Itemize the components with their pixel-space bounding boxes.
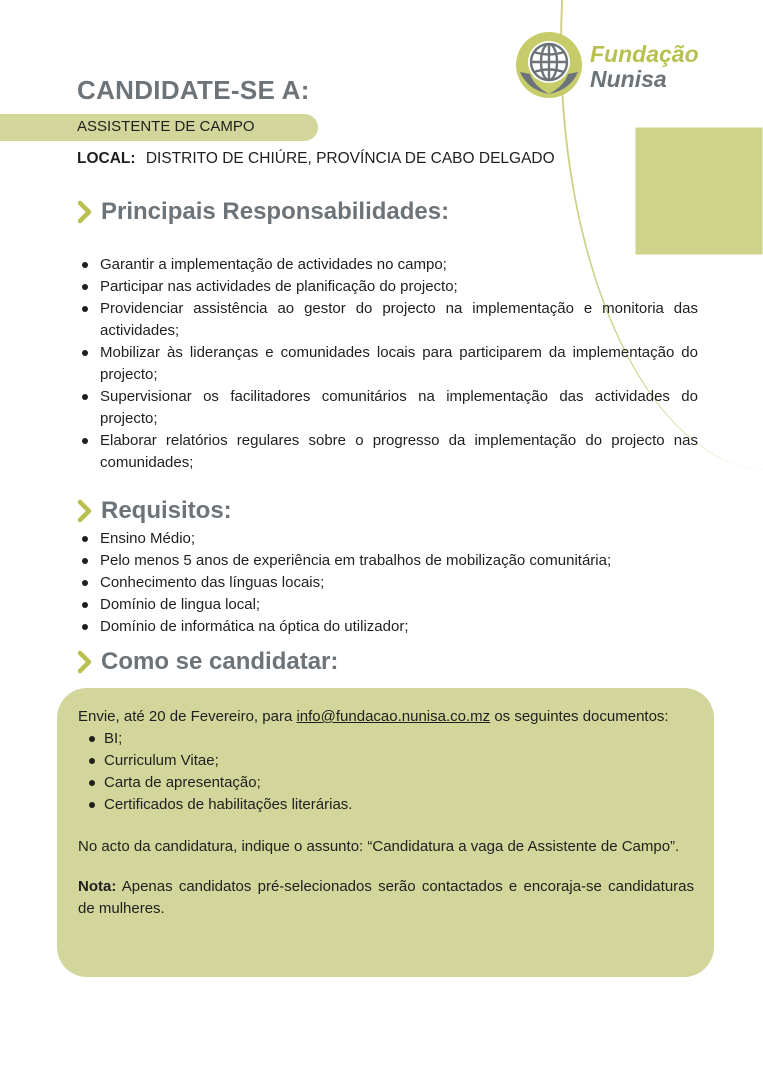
- nota-label: Nota:: [78, 878, 117, 895]
- chevron-right-icon: [77, 650, 93, 674]
- position-title: ASSISTENTE DE CAMPO: [77, 118, 255, 135]
- subject-note: No acto da candidatura, indique o assunto: “Candidatura a vaga de Assistente de Campo”.: [78, 838, 680, 855]
- list-item: Conhecimento das línguas locais;: [77, 572, 698, 594]
- apply-heading: [77, 648, 338, 676]
- globe-in-hands-icon: [512, 30, 586, 104]
- foundation-logo: [512, 30, 699, 104]
- apply-intro-before: Envie, até 20 de Fevereiro, para: [78, 708, 297, 725]
- list-item: Mobilizar às lideranças e comunidades locais para participarem da implementação do projecto;: [77, 342, 698, 386]
- list-item: Elaborar relatórios regulares sobre o progresso da implementação do projecto nas comunidades;: [77, 430, 698, 474]
- documents-list: [78, 728, 694, 816]
- apply-intro: [78, 706, 694, 728]
- list-item: Garantir a implementação de actividades no campo;: [77, 254, 698, 276]
- responsibilities-heading-text: Principais Responsabilidades:: [101, 198, 450, 225]
- chevron-right-icon: [77, 499, 93, 523]
- chevron-right-icon: [77, 200, 93, 224]
- list-item: Providenciar assistência ao gestor do projecto na implementação e monitoria das actividades;: [77, 298, 698, 342]
- responsibilities-heading: [77, 198, 449, 226]
- logo-name-line1: Fundação: [590, 41, 699, 67]
- apply-instructions: [78, 706, 694, 920]
- list-item: Domínio de lingua local;: [77, 594, 698, 616]
- location-label: LOCAL:: [77, 150, 136, 167]
- apply-heading-text: Como se candidatar:: [101, 648, 339, 675]
- location-line: [77, 150, 555, 168]
- list-item: Supervisionar os facilitadores comunitários na implementação das actividades do projecto;: [77, 386, 698, 430]
- list-item: Domínio de informática na óptica do utilizador;: [77, 616, 698, 638]
- logo-name-line2: Nunisa: [590, 66, 667, 92]
- list-item: Curriculum Vitae;: [86, 750, 694, 772]
- location-value: DISTRITO DE CHIÚRE, PROVÍNCIA DE CABO DELGADO: [145, 150, 555, 167]
- list-item: Participar nas actividades de planificação do projecto;: [77, 276, 698, 298]
- requirements-heading: [77, 497, 232, 525]
- requirements-list: [77, 528, 698, 638]
- responsibilities-list: [77, 254, 698, 474]
- nota-text: Apenas candidatos pré-selecionados serão contactados e encoraja-se candidaturas de mulheres.: [78, 878, 694, 917]
- requirements-heading-text: Requisitos:: [101, 497, 232, 524]
- email-link[interactable]: info@fundacao.nunisa.co.mz: [296, 708, 491, 725]
- list-item: Certificados de habilitações literárias.: [86, 794, 694, 816]
- list-item: Carta de apresentação;: [86, 772, 694, 794]
- list-item: Ensino Médio;: [77, 528, 698, 550]
- nota-paragraph: [78, 876, 694, 920]
- apply-intro-after: os seguintes documentos:: [490, 708, 669, 725]
- list-item: BI;: [86, 728, 694, 750]
- list-item: Pelo menos 5 anos de experiência em trabalhos de mobilização comunitária;: [77, 550, 698, 572]
- page-title: CANDIDATE-SE A:: [77, 75, 310, 105]
